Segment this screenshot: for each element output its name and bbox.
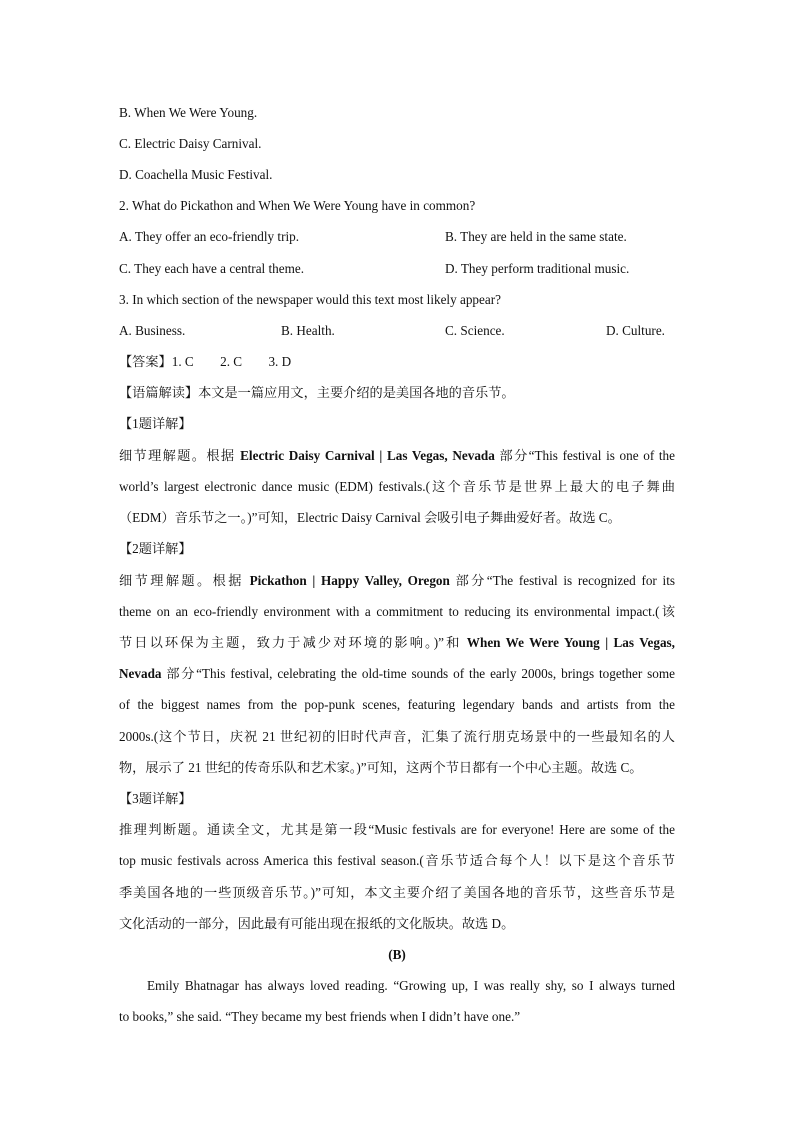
detail1-source: Electric Daisy Carnival | Las Vegas, Nevada bbox=[240, 448, 495, 463]
detail2-line4: Nevada 部分“This festival, celebrating the old-time sounds of the early 2000s, brings together some bbox=[119, 666, 675, 681]
detail3-line1: 推理判断题。通读全文，尤其是第一段“Music festivals are for everyone! Here are some of the bbox=[119, 822, 675, 837]
q1-option-d: D. Coachella Music Festival. bbox=[119, 167, 273, 182]
detail2-line7: 物，展示了 21 世纪的传奇乐队和艺术家。)”可知，这两个节日都有一个中心主题。故选 C。 bbox=[119, 760, 643, 775]
detail2-line2: theme on an eco-friendly environment with a commitment to reducing its environmental impact.(该 bbox=[119, 604, 675, 619]
detail2-line6: 2000s.(这个节日，庆祝 21 世纪初的旧时代声音，汇集了流行朋克场景中的一些最知名的人 bbox=[119, 729, 675, 744]
q2-option-c: C. They each have a central theme. bbox=[119, 261, 305, 276]
detail2-heading: 【2题详解】 bbox=[119, 541, 192, 556]
q2-stem: 2. What do Pickathon and When We Were Young have in common? bbox=[119, 198, 476, 213]
q3-option-c: C. Science. bbox=[445, 323, 505, 338]
q3-option-a: A. Business. bbox=[119, 323, 186, 338]
detail1-line1: 细节理解题。根据 Electric Daisy Carnival | Las Vegas, Nevada 部分“This festival is one of the bbox=[119, 448, 676, 463]
q3-stem: 3. In which section of the newspaper would this text most likely appear? bbox=[119, 292, 501, 307]
detail1-line2: world’s largest electronic dance music (EDM) festivals.(这个音乐节是世界上最大的电子舞曲 bbox=[119, 479, 675, 494]
section-b-paragraph-line1: Emily Bhatnagar has always loved reading. “Growing up, I was really shy, so I always turned bbox=[147, 978, 675, 993]
q2-option-a: A. They offer an eco-friendly trip. bbox=[119, 229, 300, 244]
detail3-line3: 季美国各地的一些顶级音乐节。)”可知，本文主要介绍了美国各地的音乐节，这些音乐节是 bbox=[119, 885, 675, 900]
summary-line: 【语篇解读】本文是一篇应用文，主要介绍的是美国各地的音乐节。 bbox=[119, 385, 515, 400]
detail2-line1: 细节理解题。根据 Pickathon | Happy Valley, Oregon 部分“The festival is recognized for its bbox=[119, 573, 676, 588]
q1-option-c: C. Electric Daisy Carnival. bbox=[119, 136, 262, 151]
detail2-source1: Pickathon | Happy Valley, Oregon bbox=[249, 573, 450, 588]
q3-option-b: B. Health. bbox=[281, 323, 335, 338]
answer-line: 【答案】1. C 2. C 3. D bbox=[119, 354, 292, 369]
q1-option-b: B. When We Were Young. bbox=[119, 105, 258, 120]
q2-option-d: D. They perform traditional music. bbox=[445, 261, 630, 276]
detail2-source2: When We Were Young | Las Vegas, bbox=[466, 635, 675, 650]
detail2-line3: 节日以环保为主题，致力于减少对环境的影响。)”和 When We Were Young | Las Vegas, bbox=[119, 635, 675, 650]
detail3-heading: 【3题详解】 bbox=[119, 791, 192, 806]
section-b-title: (B) bbox=[388, 947, 406, 962]
detail1-line3: （EDM）音乐节之一。)”可知，Electric Daisy Carnival 会吸引电子舞曲爱好者。故选 C。 bbox=[119, 510, 621, 525]
detail2-line5: of the biggest names from the pop-punk scenes, featuring legendary bands and artists from the bbox=[119, 697, 675, 712]
detail3-line2: top music festivals across America this festival season.(音乐节适合每个人！以下是这个音乐节 bbox=[119, 853, 675, 868]
section-b-paragraph-line2: to books,” she said. “They became my best friends when I didn’t have one.” bbox=[119, 1009, 521, 1024]
q2-option-b: B. They are held in the same state. bbox=[445, 229, 627, 244]
detail1-heading: 【1题详解】 bbox=[119, 416, 192, 431]
detail3-line4: 文化活动的一部分，因此最有可能出现在报纸的文化版块。故选 D。 bbox=[119, 916, 515, 931]
q3-option-d: D. Culture. bbox=[606, 323, 665, 338]
